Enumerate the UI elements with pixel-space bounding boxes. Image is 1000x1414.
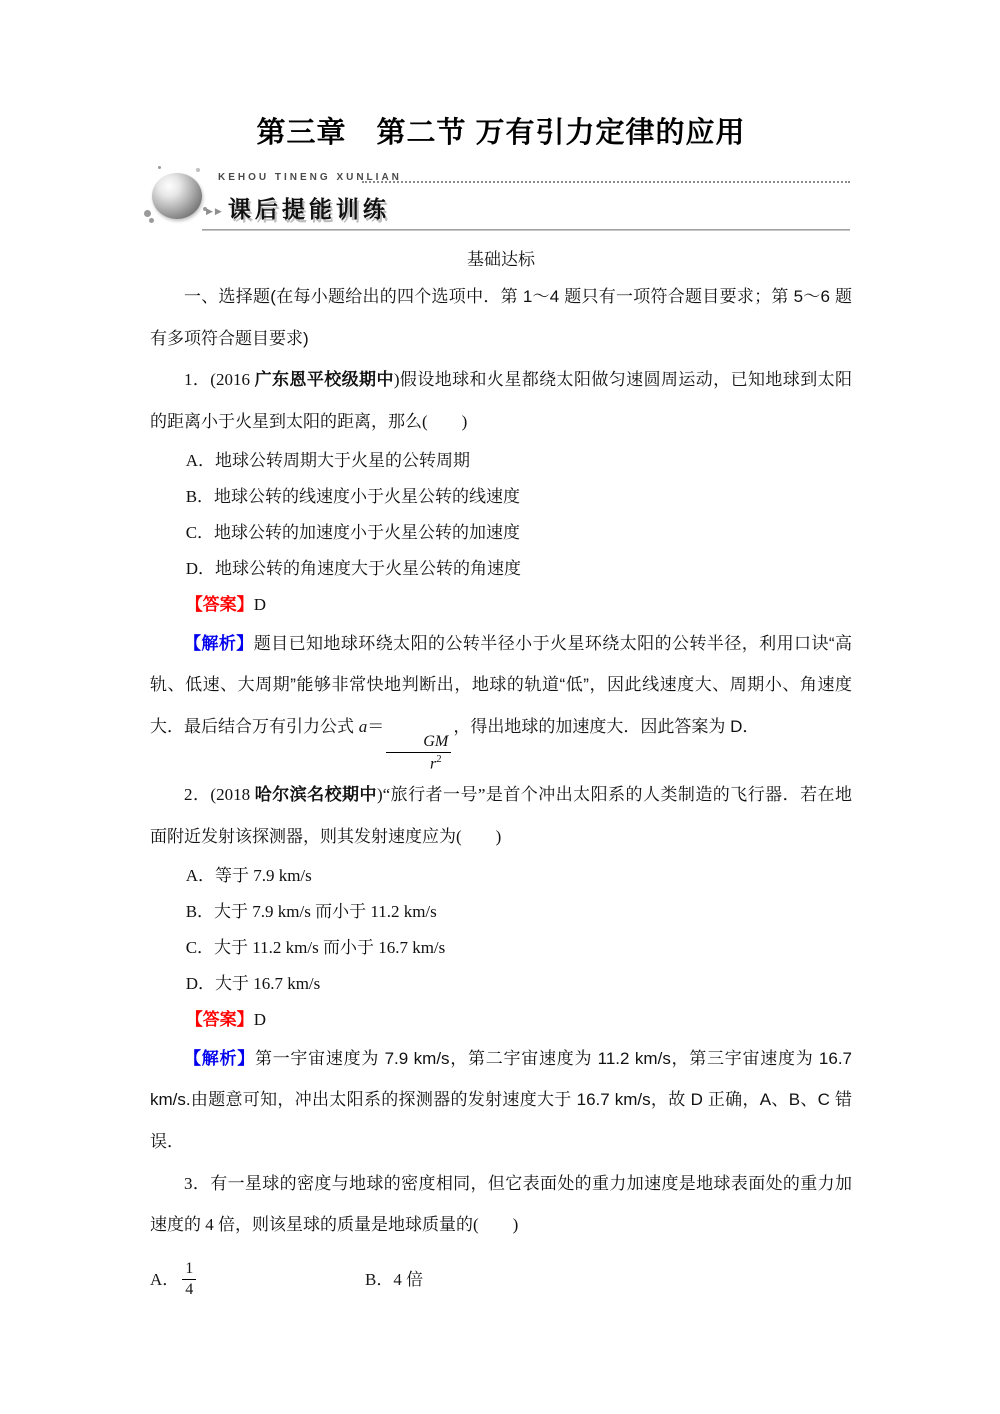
question-1-analysis-text-before: 题目已知地球环绕太阳的公转半径小于火星环绕太阳的公转半径，利用口诀“高轨、低速、大周期”能够非常快地判断出，地球的轨道“低”，因此线速度大、周期小、角速度大．最后结合万有引力公式 — [150, 633, 852, 736]
question-1-answer-value: D — [253, 594, 266, 614]
formula-numerator: GM — [386, 733, 451, 754]
dotted-divider — [362, 181, 850, 183]
formula-fraction — [386, 733, 451, 775]
question-1-option-d: D．地球公转的角速度大于火星公转的角速度 — [185, 558, 521, 578]
globe-sparkle-icon — [149, 218, 154, 223]
formula-equals: ＝ — [367, 717, 385, 736]
question-2-option-d: D．大于 16.7 km/s — [185, 973, 321, 993]
globe-sparkle-icon — [196, 168, 200, 172]
question-3-options-row — [150, 1260, 852, 1300]
question-1-option-c: C．地球公转的加速度小于火星公转的加速度 — [185, 522, 521, 542]
question-2-number: 2．(2018 — [184, 785, 255, 805]
one-quarter-fraction — [182, 1260, 196, 1300]
question-2-analysis — [150, 1038, 852, 1163]
question-1-analysis — [150, 623, 852, 775]
page-title: 第三章 第二节 万有引力定律的应用 — [256, 117, 746, 149]
question-2-text: )“旅行者一号”是首个冲出太阳系的人类制造的飞行器．若在地面附近发射该探测器，则其发射速度应为( ) — [150, 785, 852, 846]
formula-denominator — [386, 753, 451, 774]
choice-instructions: 一、选择题(在每小题给出的四个选项中．第 1～4 题只有一项符合题目要求；第 5～6 题有多项符合题目要求) — [150, 287, 852, 348]
question-2-option-c: C．大于 11.2 km/s 而小于 16.7 km/s — [185, 937, 446, 957]
question-3-option-b: B．4 倍 — [365, 1270, 424, 1290]
question-1-source: 广东恩平校级期中 — [254, 370, 394, 390]
question-2-option-b: B．大于 7.9 km/s 而小于 11.2 km/s — [185, 901, 437, 921]
question-2-stem — [150, 774, 852, 857]
banner-title: 课后提能训练 — [227, 196, 390, 222]
question-3-option-a-label: A． — [150, 1270, 180, 1290]
question-1-analysis-text-after: ，得出地球的加速度大．因此答案为 D． — [453, 717, 760, 736]
formula-denominator-base: r — [430, 755, 437, 773]
formula-denominator-exponent: 2 — [436, 754, 442, 766]
question-2-analysis-text: 第一宇宙速度为 7.9 km/s，第二宇宙速度为 11.2 km/s，第三宇宙速度为 16.7 km/s.由题意可知，冲出太阳系的探测器的发射速度大于 16.7 km/s，故 D 正确，A、B、C 错误． — [150, 1048, 852, 1151]
formula-variable: a — [358, 717, 368, 736]
section-heading: 基础达标 — [467, 250, 535, 269]
question-2-option-a: A．等于 7.9 km/s — [185, 865, 312, 885]
banner-pinyin-label: KEHOU TINENG XUNLIAN — [218, 172, 402, 183]
globe-icon — [152, 173, 202, 219]
banner-title-row — [206, 191, 390, 224]
question-2-answer-line — [150, 1002, 852, 1038]
gravitation-acceleration-formula — [358, 717, 454, 773]
answer-label: 【答案】 — [185, 594, 254, 614]
globe-sparkle-icon — [158, 166, 161, 169]
question-1-text: )假设地球和火星都绕太阳做匀速圆周运动，已知地球到太阳的距离小于火星到太阳的距离，那么( ) — [150, 370, 852, 431]
question-2-answer-value: D — [253, 1009, 266, 1029]
fraction-numerator: 1 — [182, 1260, 196, 1281]
question-1-answer-line — [150, 587, 852, 623]
question-3-stem: 3．有一星球的密度与地球的密度相同，但它表面处的重力加速度是地球表面处的重力加速度的 4 倍，则该星球的质量是地球质量的( ) — [150, 1173, 852, 1235]
answer-label: 【答案】 — [185, 1009, 254, 1029]
question-2-source: 哈尔滨名校期中 — [254, 785, 377, 805]
fraction-denominator: 4 — [185, 1281, 194, 1299]
globe-sparkle-icon — [144, 210, 151, 217]
question-1-option-a: A．地球公转周期大于火星的公转周期 — [185, 450, 470, 470]
question-1-stem — [150, 359, 852, 442]
question-1-option-b: B．地球公转的线速度小于火星公转的线速度 — [185, 486, 521, 506]
banner-underline — [202, 229, 850, 231]
question-1-number: 1．(2016 — [184, 370, 255, 390]
double-arrow-icon: ▶▶ — [206, 206, 224, 216]
analysis-label: 【解析】 — [184, 1048, 255, 1068]
analysis-label: 【解析】 — [184, 633, 254, 653]
section-banner — [150, 171, 852, 231]
question-3-option-a — [150, 1260, 365, 1300]
